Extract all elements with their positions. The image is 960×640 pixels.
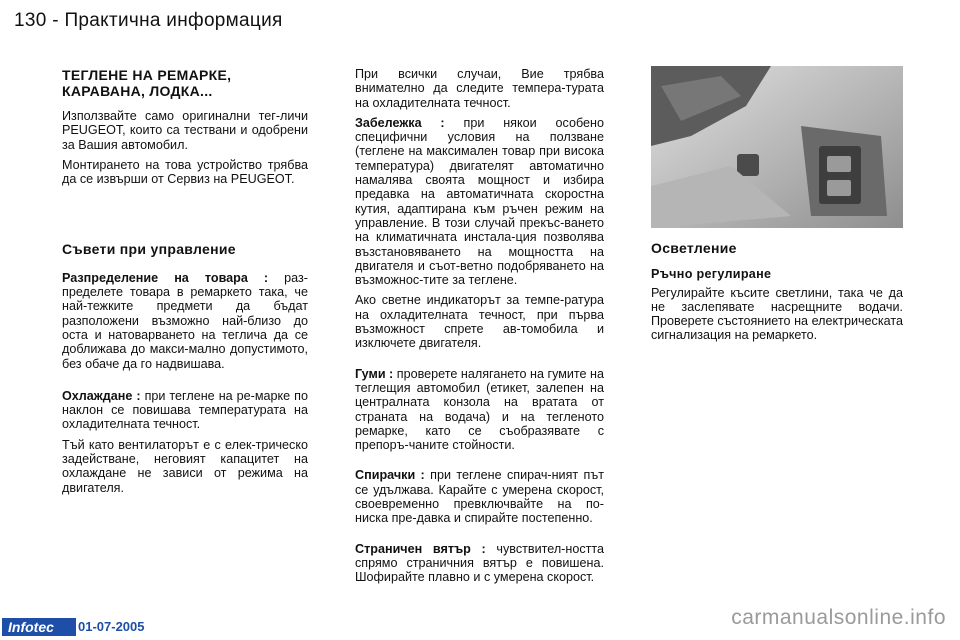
headlamp-adjuster-illustration — [651, 66, 903, 228]
footer-date: 01-07-2005 — [78, 619, 145, 634]
page-title: Практична информация — [64, 10, 283, 31]
page-header — [14, 10, 283, 32]
brakes-paragraph — [355, 468, 604, 525]
load-distribution-paragraph — [62, 271, 308, 371]
infotec-logo: Infotec — [2, 618, 76, 636]
towing-heading — [62, 67, 308, 99]
load-distribution-text: раз-пределете товара в ремаркето така, че най-тежките предмети да бъдат разположени възможно най-близо до оста и натоварването на теглича да се доближава до макси-мално допустимото, без обаче да го надвишава. — [62, 270, 308, 371]
dashboard-photo — [651, 66, 903, 228]
installation-paragraph: Монтирането на това устройство трябва да се извърши от Сервиз на PEUGEOT. — [62, 157, 308, 187]
note-text: при някои особено специфични условия на ползване (теглене на максимален товар при висока температура) двигателят автоматично намалява своята мощност и избира предавка на автоматичната скоростна кутия, адаптирана към ръчен режим на управление. В този случай прекъс-ването на климатичната инстала-ция позволява възстановяването на мощността на двигателя и съот-ветно подобряването на възможнос-тите за теглене. — [355, 115, 605, 288]
crosswind-text: чувствител-ността спрямо страничния вятър е повишена. Шофирайте плавно и с умерена скорост. — [355, 541, 605, 585]
brakes-label: Спирачки : — [355, 468, 425, 483]
header-separator: - — [52, 10, 59, 31]
cooling-text: при теглене на ре-марке по наклон се повишава температурата на охладителната течност. — [62, 388, 309, 432]
lighting-paragraph: Регулирайте късите светлини, така че да не заслепявате насрещните водачи. Проверете състоянието на електрическата сигнализация на ремаркето. — [651, 285, 903, 343]
temperature-warning-paragraph: Ако светне индикаторът за темпе-ратура на охладителната течност, при първа възможност спрете ав-томобила и изключете двигателя. — [355, 293, 604, 351]
watermark: carmanualsonline.info — [731, 606, 946, 629]
cooling-paragraph — [62, 389, 308, 432]
note-paragraph — [355, 116, 604, 288]
load-distribution-label: Разпределение на товара : — [62, 270, 269, 285]
manual-adjustment-subheading: Ръчно регулиране — [651, 267, 772, 282]
right-column — [651, 241, 903, 349]
lighting-heading: Осветление — [651, 240, 737, 256]
tyres-label: Гуми : — [355, 366, 394, 381]
tyres-text: проверете налягането на гумите на теглещия автомобил (етикет, залепен на централната конзола на вратата от страната на водача) и на тегленото ремарке, като се съобразявате с препоръ-чаните стойности. — [355, 366, 605, 453]
brakes-text: при теглене спирач-ният път се удължава. Карайте с умерена скорост, своевременно превключвайте на по-ниска пре-давка и спирайте постепенно. — [355, 468, 604, 526]
tyres-paragraph — [355, 367, 604, 453]
towing-heading-line2: КАРАВАНА, ЛОДКА... — [62, 83, 213, 99]
original-hitch-paragraph: Използвайте само оригинални тег-личи PEUGEOT, които са тествани и одобрени за Вашия автомобил. — [62, 109, 308, 152]
coolant-watch-paragraph: При всички случаи, Вие трябва внимателно да следите темпера-турата на охладителната течност. — [355, 67, 604, 110]
left-column — [62, 67, 308, 501]
crosswind-paragraph — [355, 542, 604, 585]
cooling-label: Охлаждане : — [62, 388, 141, 403]
fan-paragraph: Тъй като вентилаторът е с елек-трическо задействане, неговият капацитет на охлаждане не зависи от режима на двигателя. — [62, 437, 308, 495]
note-label: Забележка : — [355, 115, 445, 130]
page-number: 130 — [14, 10, 47, 31]
towing-heading-line1: ТЕГЛЕНЕ НА РЕМАРКЕ, — [62, 67, 232, 83]
crosswind-label: Страничен вятър : — [355, 541, 486, 556]
middle-column — [355, 67, 604, 591]
driving-advice-heading: Съвети при управление — [62, 241, 236, 258]
